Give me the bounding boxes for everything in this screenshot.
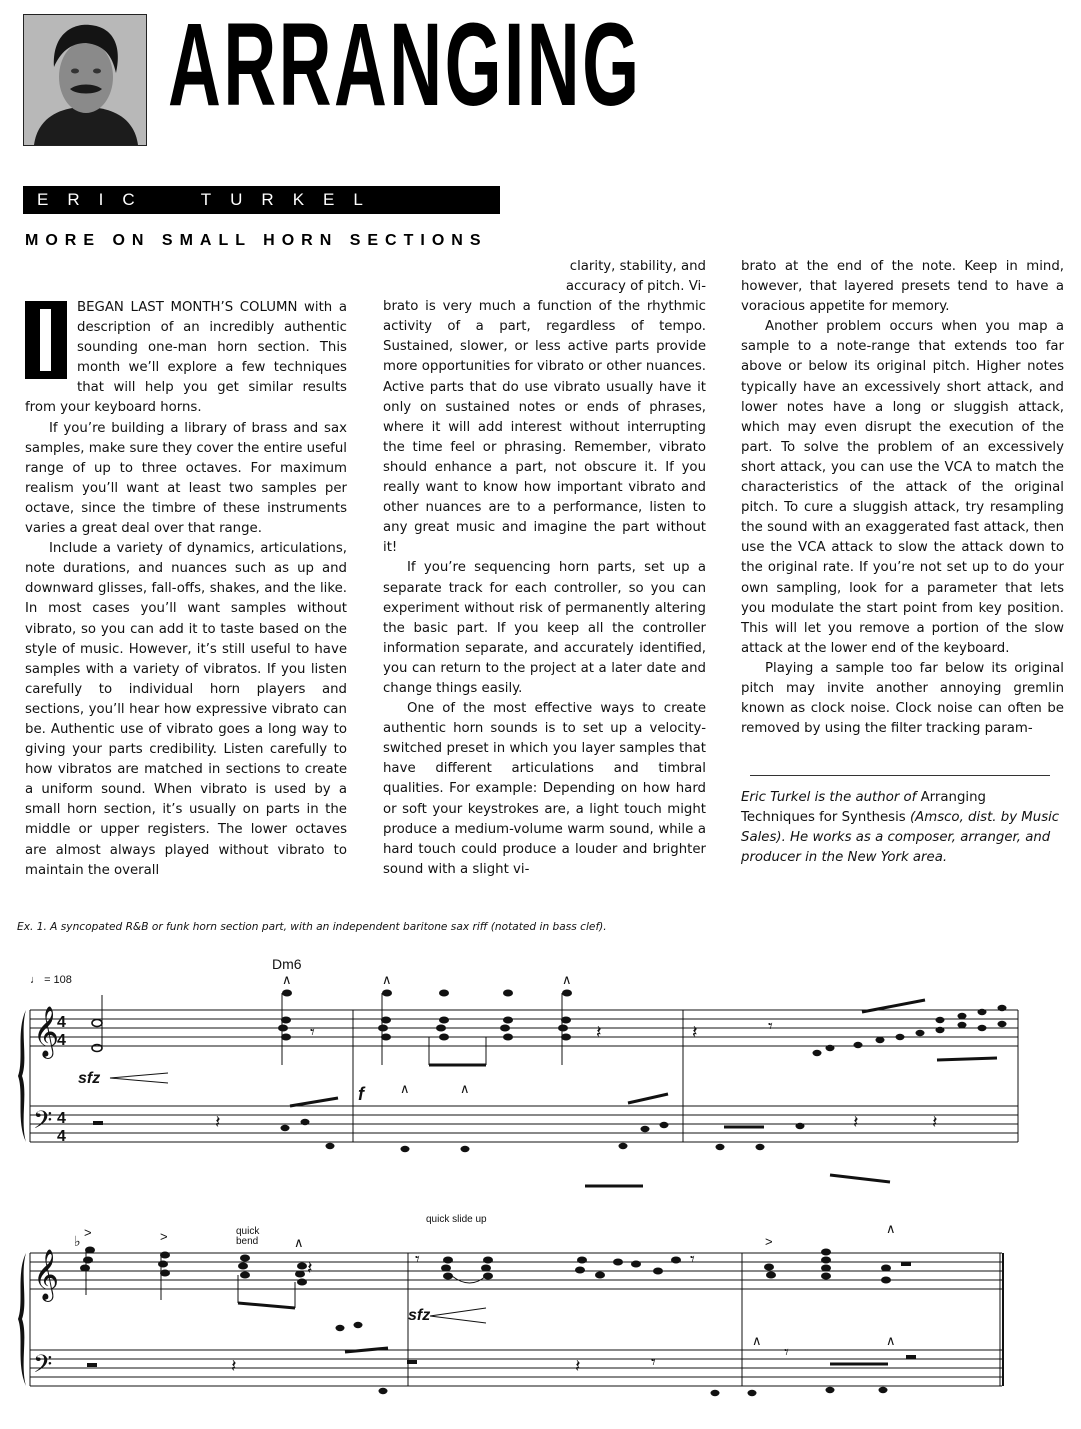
paragraph: Another problem occurs when you map a sample to a note-range that extends too far above or below its original pitch. Higher notes typically have an excessively short attack, and lower notes have a long or sluggish attack, which may even disrupt the execution of the part. To solve the problem of an excessively short attack, you can use the VCA to match the characteristics of the attack of the original pitch. To cure a sluggish attack, try resampling the sound with an exaggerated fast attack, then use the VCA attack to slow the attack down to the original rate. If you’re not set up to do your own sampling, look for a parameter that lets you modulate the start point from key position. This will let you remove a portion of the slow attack at the lower end of the keyboard. bbox=[741, 319, 1064, 656]
dynamic-sfz: sfz bbox=[408, 1307, 431, 1324]
paragraph: Playing a sample too far below its original pitch may invite another annoying gremlin known as clock noise. Clock noise can often be removed by using the filter tracking param- bbox=[741, 660, 1064, 737]
article-column-1 bbox=[25, 298, 347, 881]
chord-symbol: Dm6 bbox=[272, 956, 302, 972]
svg-text:𝄽: 𝄽 bbox=[596, 1022, 602, 1042]
paragraph: brato is very much a function of the rhythmic activity of a part, regardless of tempo. Sustained, slower, or less active parts provide more opportunities for vibrato or other nuances. Active parts that do use vibrato usually have it only on sustained notes or ends of phrases, where it will add interest without interrupting the time feel or phrasing. Remember, vibrato should enhance a part, not obscure it. If you really want to know how important vibrato and other nuances are to a performance, listen to any great music and imagine the part without it! bbox=[383, 299, 706, 556]
svg-text:𝄾: 𝄾 bbox=[651, 1352, 656, 1372]
example-caption: Ex. 1. A syncopated R&B or funk horn section part, with an independent baritone sax riff (notated in bass clef). bbox=[17, 921, 607, 933]
bass-clef-icon: 𝄢 bbox=[33, 1351, 53, 1384]
notes-system-1 bbox=[92, 990, 1007, 1153]
system-1-staves bbox=[30, 1010, 1018, 1142]
svg-text:𝄽: 𝄽 bbox=[215, 1112, 221, 1132]
paragraph: Include a variety of dynamics, articulations, note durations, and nuances such as up and downward glisses, fall-offs, shakes, and the like. In most cases you’ll want samples without vibrato, so you can add it to taste based on the style of music. However, it’s still useful to have samples with a variety of vibratos. If you listen carefully to individual horn players and sections, you’ll hear how expressive vibrato can be. Authentic use of vibrato goes a long way to giving your parts credibility. Listen carefully to how vibratos are matched in sections to create a uniform sound. When vibrato is used by a small horn section, it’s usually on parts in the middle or upper registers. The lower octaves are almost always played without vibrato to maintain the overall bbox=[25, 541, 347, 878]
svg-text:𝄾: 𝄾 bbox=[690, 1249, 695, 1269]
svg-text:∧: ∧ bbox=[886, 1221, 896, 1236]
svg-text:∧: ∧ bbox=[752, 1333, 762, 1348]
chord-m2c bbox=[500, 990, 513, 1041]
paragraph-continuation: clarity, stability, and bbox=[569, 259, 706, 274]
author-photo bbox=[23, 14, 147, 146]
svg-text:∧: ∧ bbox=[282, 972, 292, 987]
annotation-slide: quick slide up bbox=[426, 1214, 487, 1225]
tempo-marking: ♩ = 108 bbox=[30, 974, 72, 986]
dynamic-f: f bbox=[358, 1084, 364, 1104]
time-sig-bottom: 4 bbox=[57, 1032, 66, 1049]
svg-text:>: > bbox=[765, 1234, 773, 1249]
time-sig-bottom: 4 bbox=[57, 1128, 66, 1145]
time-signatures bbox=[57, 1014, 66, 1145]
dynamic-sfz: sfz bbox=[78, 1070, 101, 1087]
bio-divider bbox=[750, 775, 1050, 776]
svg-text:𝄽: 𝄽 bbox=[692, 1022, 698, 1042]
svg-text:∧: ∧ bbox=[562, 972, 572, 987]
svg-text:>: > bbox=[160, 1229, 168, 1244]
author-bar: ERIC TURKEL bbox=[23, 186, 500, 214]
paragraph: brato at the end of the note. Keep in mind, however, that layered presets tend to have a voracious appetite for memory. bbox=[741, 259, 1064, 315]
rests-system-2 bbox=[231, 1249, 789, 1376]
author-bio: Eric Turkel is the author of Arranging Techniques for Synthesis (Amsco, dist. by Music Sales). He works as a composer, arranger, and producer in the New York area. bbox=[741, 790, 1060, 866]
clefs bbox=[33, 1007, 59, 1384]
svg-text:𝄽: 𝄽 bbox=[853, 1112, 859, 1132]
paragraph: One of the most effective ways to create authentic horn sounds is to set up a velocity-switched preset in which you layer samples that have different articulations and timbral qualities. For example: Depending on how hard or soft your keystrokes are, a light touch might produce a medium-volume warm sound, while a hard touch could produce a louder and brighter sound with a slight vi- bbox=[383, 701, 706, 877]
svg-text:∧: ∧ bbox=[294, 1235, 304, 1250]
svg-text:∧: ∧ bbox=[382, 972, 392, 987]
paragraph: If you’re sequencing horn parts, set up a separate track for each controller, so you can experiment without risk of permanently altering the basic part. If you keep all the controller information separate, and accurately identified, you can return to the project at a later date and change things easily. bbox=[383, 560, 706, 696]
annotation-bend: bend bbox=[236, 1236, 259, 1247]
crescendo-hairpin bbox=[430, 1308, 486, 1323]
svg-text:𝄾: 𝄾 bbox=[310, 1022, 315, 1042]
paragraph-continuation: accuracy of pitch. Vi- bbox=[565, 279, 706, 295]
paragraph: BEGAN LAST MONTH’S COLUMN with a description of an incredibly authentic sounding one-man horn section. This month we’ll explore a few techniques that will help you get similar results from your keyboard horns. bbox=[25, 300, 347, 416]
article-column-3 bbox=[741, 257, 1064, 739]
notes-system-2 bbox=[74, 1175, 916, 1396]
article-column-2 bbox=[383, 257, 706, 880]
bass-clef-icon: 𝄢 bbox=[33, 1107, 53, 1140]
svg-text:𝄽: 𝄽 bbox=[575, 1356, 581, 1376]
braces bbox=[18, 1010, 26, 1386]
music-notation-example bbox=[0, 950, 1081, 1429]
drop-cap bbox=[25, 301, 67, 379]
crescendo-hairpin bbox=[110, 1073, 168, 1083]
treble-clef-icon: 𝄞 bbox=[33, 1250, 60, 1299]
svg-text:∧: ∧ bbox=[460, 1081, 470, 1096]
svg-text:𝄾: 𝄾 bbox=[784, 1342, 789, 1362]
chord-m2b bbox=[429, 990, 486, 1066]
chord-m1 bbox=[278, 990, 292, 1066]
svg-text:♭: ♭ bbox=[74, 1233, 81, 1249]
paragraph: If you’re building a library of brass and sax samples, make sure they cover the entire useful range of up to three octaves. For maximum realism you’ll want at least two samples per octave, since the timbre of these instruments varies a great deal over that range. bbox=[25, 420, 347, 537]
svg-text:𝄽: 𝄽 bbox=[231, 1356, 237, 1376]
article-subheading: MORE ON SMALL HORN SECTIONS bbox=[25, 232, 488, 249]
brace-icon bbox=[18, 1253, 26, 1386]
svg-text:∧: ∧ bbox=[886, 1333, 896, 1348]
chord-m2d bbox=[558, 990, 572, 1066]
author-portrait-icon bbox=[24, 15, 146, 145]
svg-text:𝄽: 𝄽 bbox=[307, 1258, 313, 1278]
svg-text:𝄾: 𝄾 bbox=[415, 1249, 420, 1269]
system-2-staves bbox=[30, 1253, 1003, 1386]
run-m3 bbox=[813, 1000, 1007, 1060]
annotation-quick: quick bbox=[236, 1226, 260, 1237]
column-title: ARRANGING bbox=[168, 0, 642, 131]
svg-text:𝄽: 𝄽 bbox=[932, 1112, 938, 1132]
svg-text:∧: ∧ bbox=[400, 1081, 410, 1096]
time-sig-top: 4 bbox=[57, 1014, 66, 1031]
brace-icon bbox=[18, 1010, 26, 1142]
time-sig-top: 4 bbox=[57, 1110, 66, 1127]
chord-m2 bbox=[378, 990, 392, 1066]
svg-text:𝄾: 𝄾 bbox=[768, 1016, 773, 1036]
treble-clef-icon: 𝄞 bbox=[33, 1007, 60, 1056]
svg-text:>: > bbox=[84, 1225, 92, 1240]
